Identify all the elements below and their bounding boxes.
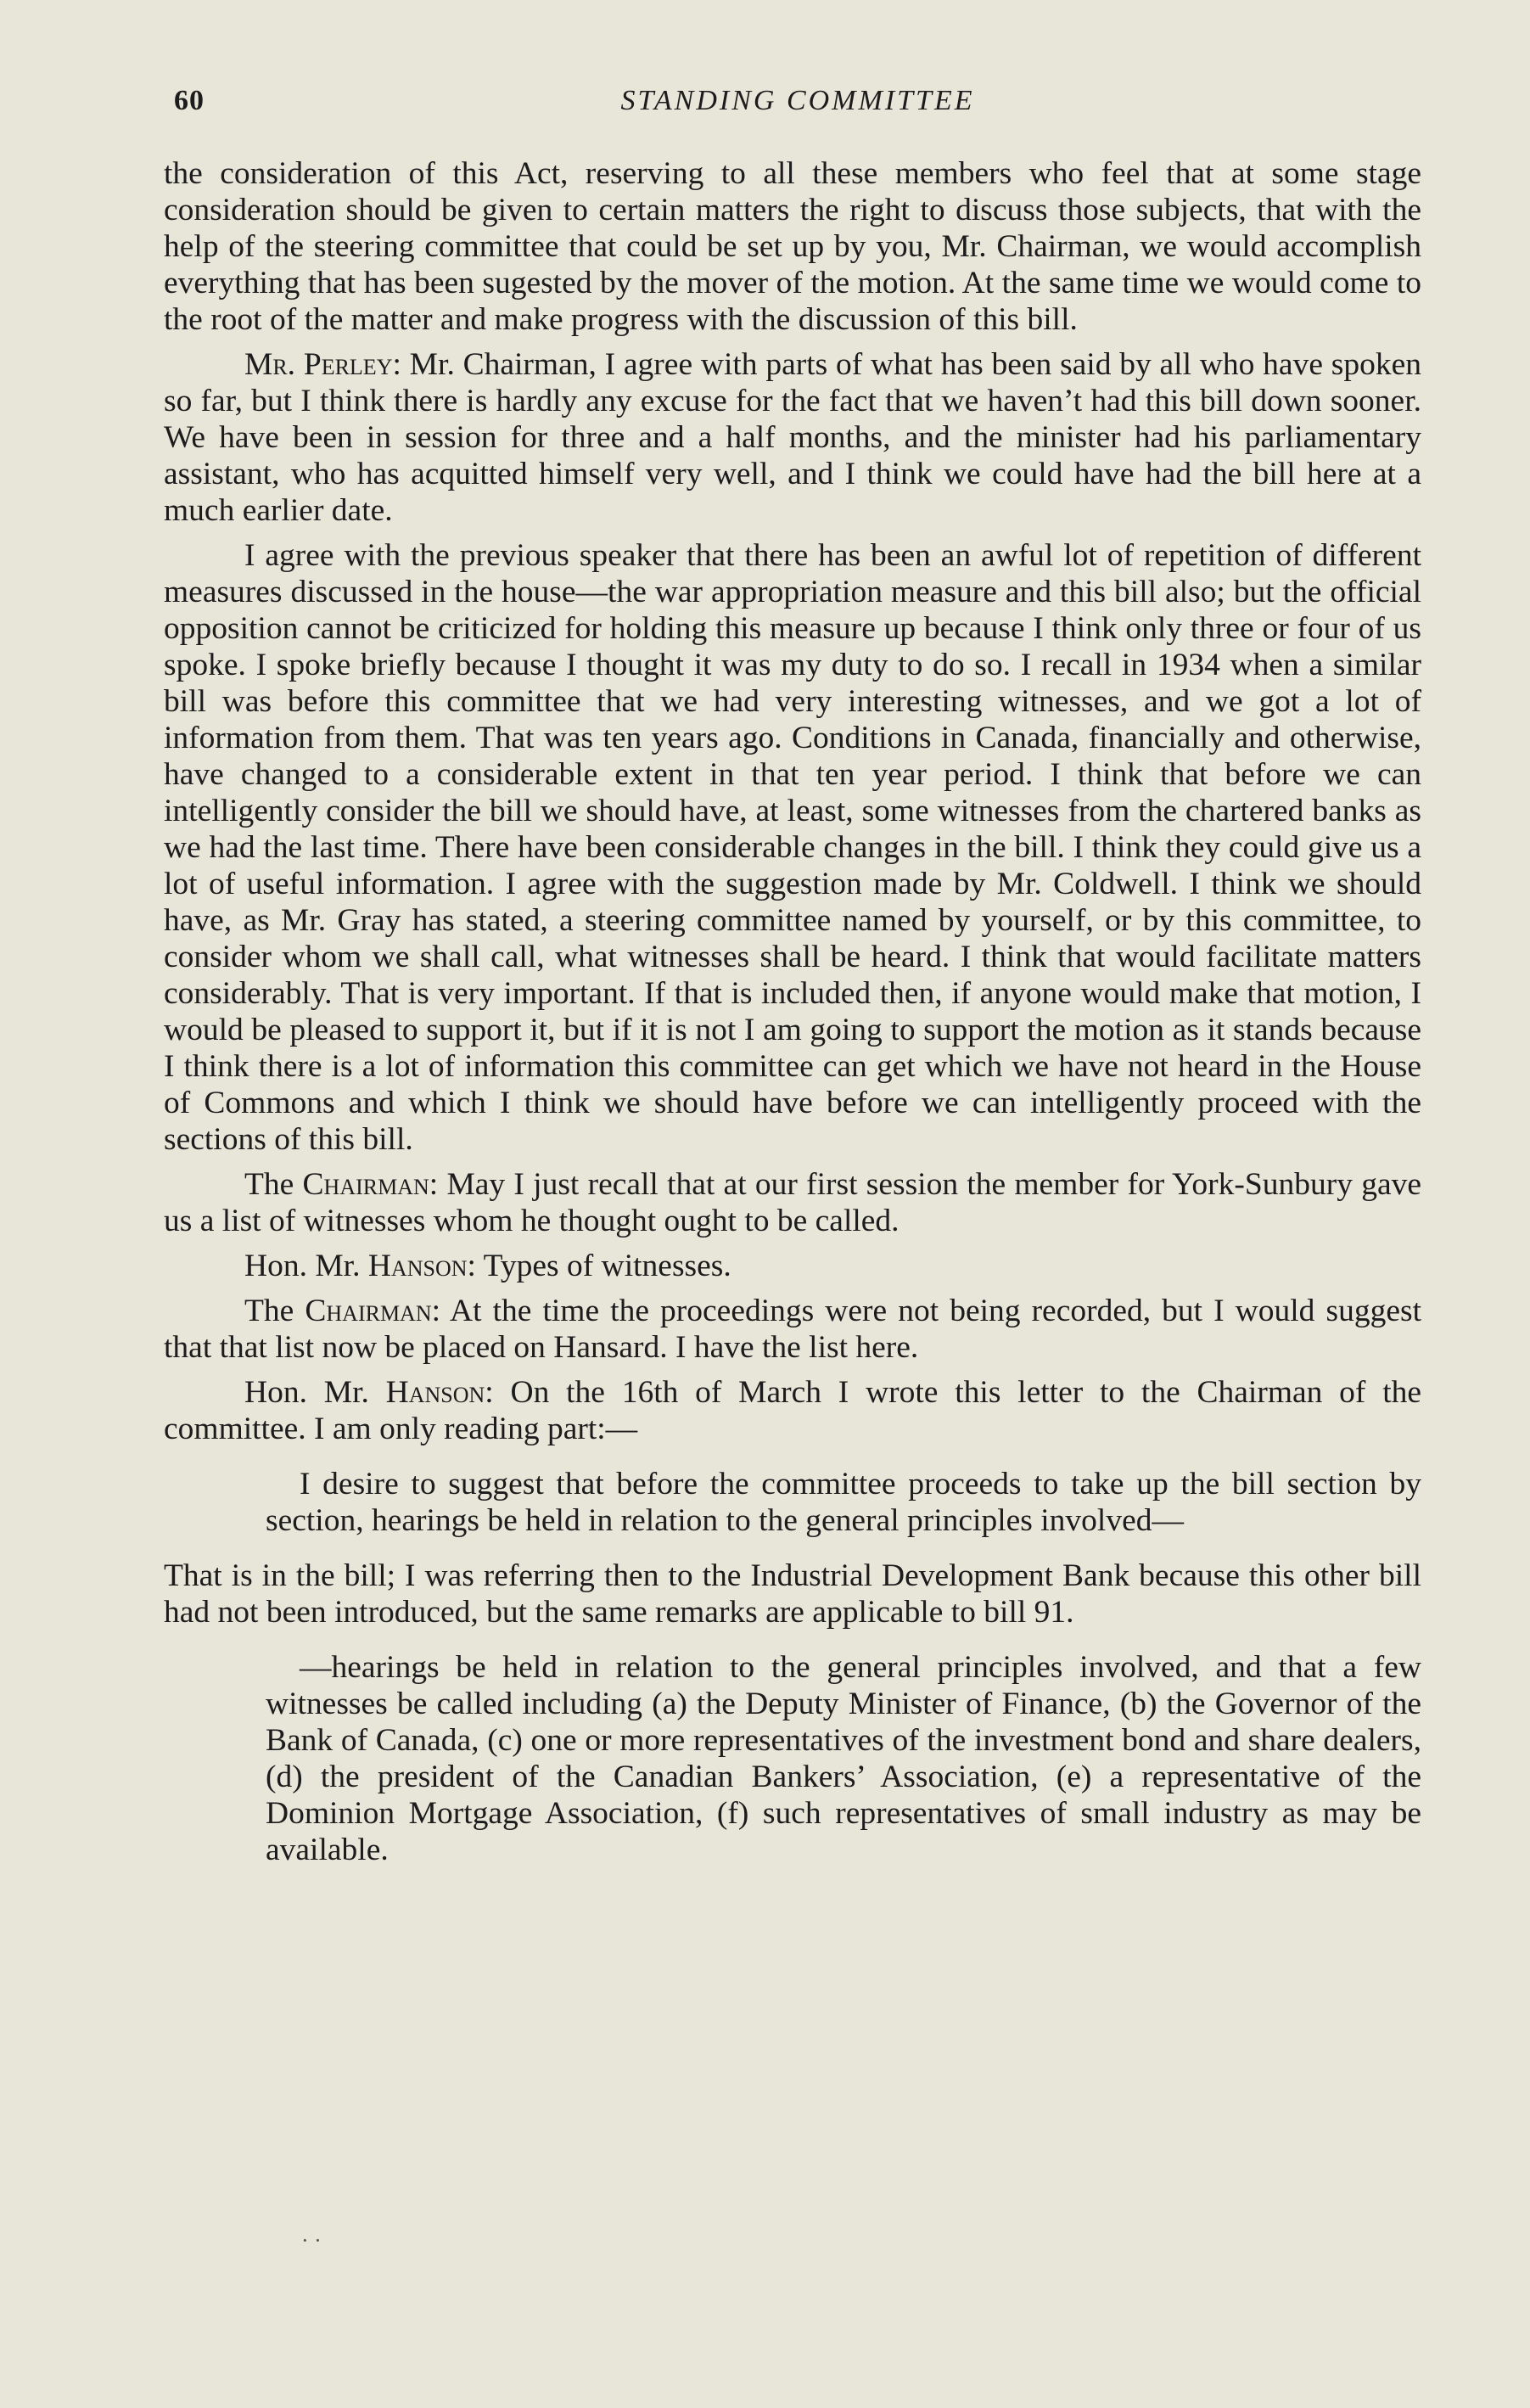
paragraph-text: At the time the proceedings were not being recorded, but I would suggest that that list now be placed on Hansard. I have the list here. [164, 1294, 1421, 1365]
block-quote-1 [266, 1466, 1421, 1539]
paragraph-hanson-1 [164, 1248, 1421, 1284]
paragraph-continuation [164, 155, 1421, 338]
paragraph-chairman-2 [164, 1293, 1421, 1366]
quote-text: —hearings be held in relation to the general principles involved, and that a few witnesses be called including (a) the Deputy Minister of Finance, (b) the Governor of the Bank of Canada, (c) one or more representatives of the investment bond and share dealers, (d) the president of the Canadian Bankers’ Association, (e) a representative of the Dominion Mortgage Association, (f) such representatives of small industry as may be available. [266, 1650, 1421, 1867]
page-header [174, 85, 1421, 136]
paragraph-perley-continued [164, 537, 1421, 1158]
running-title: STANDING COMMITTEE [620, 85, 975, 116]
speaker-name: Chairman: [305, 1294, 441, 1328]
speaker-prefix: The [244, 1167, 303, 1202]
page-mark: · · [301, 2228, 322, 2253]
paragraph-perley [164, 346, 1421, 529]
paragraph-text: Types of witnesses. [475, 1249, 731, 1283]
speaker-prefix: Hon. Mr. [244, 1375, 386, 1410]
quote-text: I desire to suggest that before the committee proceeds to take up the bill section by section, hearings be held in relation to the general principles involved— [266, 1467, 1421, 1538]
speaker-name: Hanson: [385, 1375, 494, 1410]
page-body [164, 155, 1421, 1887]
paragraph-chairman-1 [164, 1166, 1421, 1239]
paragraph-text: On the 16th of March I wrote this letter to the Chairman of the committee. I am only reading part:— [164, 1375, 1422, 1446]
page-number: 60 [174, 85, 205, 116]
paragraph-hanson-3 [164, 1558, 1421, 1631]
paragraph-hanson-2 [164, 1374, 1421, 1447]
block-quote-2 [266, 1649, 1421, 1868]
paragraph-text: I agree with the previous speaker that there has been an awful lot of repetition of different measures discussed in the house—the war appropriation measure and this bill also; but the official opposition cannot be criticized for holding this measure up because I think only three or four of us spoke. I spoke briefly because I thought it was my duty to do so. I recall in 1934 when a similar bill was before this committee that we had very interesting witnesses, and we got a lot of information from them. That was ten years ago. Conditions in Canada, financially and otherwise, have changed to a considerable extent in that ten year period. I think that before we can intelligently consider the bill we should have, at least, some witnesses from the chartered banks as we had the last time. There have been considerable changes in the bill. I think they could give us a lot of useful information. I agree with the suggestion made by Mr. Coldwell. I think we should have, as Mr. Gray has stated, a steering committee named by yourself, or by this committee, to consider whom we shall call, what witnesses shall be heard. I think that would facilitate matters considerably. That is very important. If that is included then, if anyone would make that motion, I would be pleased to support it, but if it is not I am going to support the motion as it stands because I think there is a lot of information this committee can get which we have not heard in the House of Commons and which I think we should have before we can intelligently proceed with the sections of this bill. [164, 538, 1421, 1157]
speaker-name: Hanson: [367, 1249, 476, 1283]
speaker-prefix: The [244, 1294, 305, 1328]
speaker-prefix: Hon. Mr. [244, 1249, 368, 1283]
paragraph-text: the consideration of this Act, reserving to all these members who feel that at some stage consideration should be given to certain matters the right to discuss those subjects, that with the help of the steering committee that could be set up by you, Mr. Chairman, we would accomplish everything that has been sugested by the mover of the motion. At the same time we would come to the root of the matter and make progress with the discussion of this bill. [164, 156, 1421, 337]
paragraph-text: May I just recall that at our first session the member for York-Sunbury gave us a list of witnesses whom he thought ought to be called. [164, 1167, 1421, 1238]
speaker-name: Mr. Perley: [244, 347, 401, 382]
paragraph-text: That is in the bill; I was referring then to the Industrial Development Bank because this other bill had not been introduced, but the same remarks are applicable to bill 91. [164, 1558, 1421, 1630]
paragraph-text: Mr. Chairman, I agree with parts of what has been said by all who have spoken so far, but I think there is hardly any excuse for the fact that we haven’t had this bill down sooner. We have been in session for three and a half months, and the minister had his parliamentary assistant, who has acquitted himself very well, and I think we could have had the bill here at a much earlier date. [164, 347, 1421, 528]
speaker-name: Chairman: [302, 1167, 439, 1202]
